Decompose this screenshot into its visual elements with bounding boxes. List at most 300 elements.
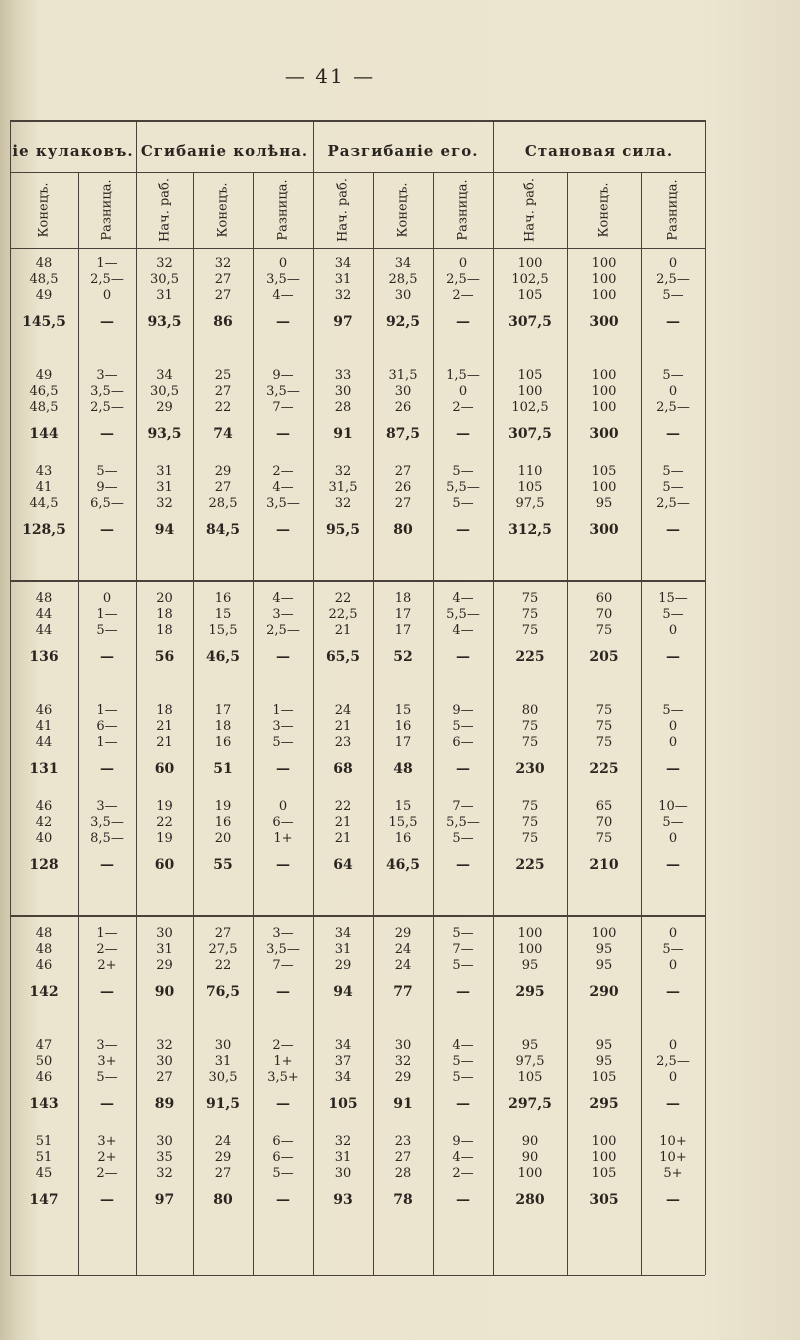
column-subheader-label: Нач. раб. [335, 178, 351, 242]
table-cell: 31 [156, 288, 173, 303]
table-cell: 5— [452, 464, 474, 479]
table-cell: 30,5 [150, 384, 179, 399]
column-subheader-label: Нач. раб. [157, 178, 172, 242]
table-cell: 75 [521, 831, 539, 846]
table-cell: 27 [214, 926, 232, 941]
sum-cell: — [456, 857, 470, 873]
column-subheader-label: Конецъ. [215, 182, 231, 238]
table-cell: 5— [452, 1054, 474, 1069]
sum-cell: 60 [154, 761, 175, 777]
table-cell: 16 [214, 735, 232, 750]
table-cell: 2+ [97, 1150, 117, 1165]
sum-cell: 97 [154, 1192, 175, 1208]
table-cell: 29 [156, 958, 173, 973]
sum-cell: — [100, 426, 114, 442]
table-cell: 17 [394, 735, 412, 750]
column-subheader-label: Разница. [99, 179, 115, 241]
column-subheader [10, 172, 78, 248]
table-cell: 102,5 [511, 272, 549, 287]
table-cell: 26 [394, 400, 412, 415]
table-cell: 19 [214, 799, 232, 814]
table-cell: 0 [668, 1038, 678, 1053]
table-cell: 28,5 [388, 272, 418, 287]
table-cell: 3— [272, 607, 294, 622]
table-cell: 27,5 [208, 942, 238, 957]
table-cell: 22,5 [328, 607, 358, 622]
table-cell: 100 [591, 1134, 617, 1149]
sum-cell: 300 [589, 426, 619, 442]
table-cell: 27 [394, 496, 412, 511]
table-cell: 46,5 [29, 384, 59, 399]
table-cell: 10+ [659, 1150, 687, 1165]
table-cell: 95 [521, 1038, 539, 1053]
table-cell: 5— [662, 703, 684, 718]
table-cell: 48 [35, 256, 53, 271]
table-cell: 90 [521, 1150, 539, 1165]
table-cell: 5— [272, 1166, 294, 1181]
table-cell: 29 [214, 464, 232, 479]
sum-cell: — [276, 1192, 290, 1208]
table-cell: 34 [156, 368, 173, 383]
column-subheader [313, 172, 373, 248]
table-cell: 28,5 [208, 496, 238, 511]
table-cell: 3— [272, 719, 294, 734]
column-subheader [493, 172, 567, 248]
table-cell: 95 [595, 1054, 613, 1069]
table-cell: 2,5— [656, 272, 690, 287]
table-cell: 43 [35, 464, 53, 479]
table-cell: 18 [156, 607, 173, 622]
table-cell: 19 [156, 799, 173, 814]
table-cell: 0 [668, 623, 678, 638]
table-cell: 9— [452, 703, 474, 718]
sum-cell: — [100, 1192, 114, 1208]
table-cell: 0 [102, 288, 112, 303]
table-cell: 24 [334, 703, 352, 718]
sum-cell: 105 [328, 1096, 358, 1112]
table-cell: 5— [272, 735, 294, 750]
sum-cell: 74 [213, 426, 233, 442]
table-cell: 32 [334, 496, 352, 511]
table-cell: 1— [96, 926, 118, 941]
table-cell: 3,5— [90, 384, 124, 399]
sum-cell: — [100, 522, 114, 538]
table-cell: 17 [394, 623, 412, 638]
table-cell: 105 [517, 1070, 543, 1085]
table-cell: 6— [272, 1150, 294, 1165]
table-cell: 22 [156, 815, 173, 830]
table-cell: 48,5 [29, 272, 59, 287]
table-cell: 34 [394, 256, 412, 271]
table-cell: 31 [334, 942, 352, 957]
sum-cell: — [276, 649, 290, 665]
sum-cell: 295 [515, 984, 545, 1000]
table-cell: 16 [214, 591, 232, 606]
sum-cell: 65,5 [325, 649, 361, 665]
rule-line [10, 915, 705, 917]
table-cell: 31 [156, 464, 173, 479]
table-cell: 15 [394, 799, 412, 814]
table-cell: 16 [394, 831, 412, 846]
table-cell: 4— [272, 591, 294, 606]
table-cell: 4— [452, 1150, 474, 1165]
table-cell: 41 [35, 480, 53, 495]
table-cell: 100 [517, 384, 543, 399]
table-cell: 5— [662, 607, 684, 622]
column-subheader-label: Разница. [455, 179, 471, 241]
table-cell: 48 [35, 926, 53, 941]
table-cell: 24 [214, 1134, 232, 1149]
sum-cell: — [100, 314, 114, 330]
table-cell: 2,5— [266, 623, 300, 638]
table-cell: 29 [334, 958, 352, 973]
table-cell: 47 [35, 1038, 53, 1053]
table-cell: 15— [658, 591, 688, 606]
table-cell: 3,5— [266, 942, 300, 957]
table-cell: 3,5— [266, 496, 300, 511]
sum-cell: — [666, 761, 680, 777]
table-cell: 15 [394, 703, 412, 718]
table-cell: 1— [96, 735, 118, 750]
sum-cell: 80 [393, 522, 413, 538]
sum-cell: 95,5 [325, 522, 361, 538]
table-cell: 2— [452, 400, 474, 415]
sum-cell: 94 [333, 984, 353, 1000]
sum-cell: 145,5 [22, 314, 66, 330]
table-cell: 20 [214, 831, 232, 846]
table-cell: 40 [35, 831, 53, 846]
table-cell: 2,5— [90, 272, 124, 287]
sum-cell: — [100, 761, 114, 777]
sum-cell: 131 [29, 761, 59, 777]
rule-line [10, 248, 705, 249]
table-cell: 22 [214, 958, 232, 973]
table-cell: 110 [517, 464, 543, 479]
table-cell: 21 [156, 735, 173, 750]
table-cell: 32 [334, 464, 352, 479]
table-cell: 5— [452, 831, 474, 846]
sum-cell: 312,5 [508, 522, 552, 538]
table-cell: 0 [668, 719, 678, 734]
table-cell: 46 [35, 1070, 53, 1085]
table-cell: 97,5 [515, 496, 545, 511]
table-cell: 75 [521, 623, 539, 638]
sum-cell: — [276, 522, 290, 538]
table-cell: 33 [334, 368, 352, 383]
table-cell: 25 [214, 368, 232, 383]
sum-cell: 92,5 [385, 314, 421, 330]
sum-cell: 60 [154, 857, 175, 873]
table-cell: 17 [214, 703, 232, 718]
table-cell: 51 [35, 1134, 53, 1149]
table-cell: 2,5— [656, 496, 690, 511]
sum-cell: 97 [333, 314, 353, 330]
table-cell: 51 [35, 1150, 53, 1165]
table-cell: 30 [214, 1038, 232, 1053]
table-cell: 30 [394, 384, 412, 399]
table-cell: 26 [394, 480, 412, 495]
sum-cell: 307,5 [508, 314, 552, 330]
table-cell: 95 [595, 496, 613, 511]
table-cell: 5,5— [446, 480, 480, 495]
table-cell: 3,5— [266, 384, 300, 399]
sum-cell: — [100, 857, 114, 873]
sum-cell: 305 [589, 1192, 619, 1208]
sum-cell: — [276, 984, 290, 1000]
sum-cell: 225 [515, 649, 545, 665]
table-cell: 27 [394, 464, 412, 479]
sum-cell: 205 [589, 649, 619, 665]
table-cell: 30,5 [150, 272, 179, 287]
table-cell: 45 [35, 1166, 53, 1181]
table-cell: 37 [334, 1054, 352, 1069]
table-cell: 31 [334, 272, 352, 287]
table-cell: 46 [35, 703, 53, 718]
table-cell: 0 [102, 591, 112, 606]
table-cell: 3,5— [266, 272, 300, 287]
table-cell: 0 [458, 256, 468, 271]
table-cell: 48 [35, 942, 53, 957]
table-cell: 31 [214, 1054, 232, 1069]
table-cell: 21 [334, 815, 352, 830]
sum-cell: 94 [154, 522, 175, 538]
table-cell: 22 [334, 799, 352, 814]
table-cell: 30 [334, 1166, 352, 1181]
table-cell: 34 [334, 256, 352, 271]
sum-cell: — [276, 1096, 290, 1112]
sum-cell: 142 [29, 984, 59, 1000]
table-cell: 9— [272, 368, 294, 383]
sum-cell: 295 [589, 1096, 619, 1112]
table-cell: 100 [591, 926, 617, 941]
sum-cell: 210 [589, 857, 619, 873]
column-subheader-label: Конецъ. [36, 182, 52, 238]
table-cell: 95 [595, 1038, 613, 1053]
table-cell: 100 [591, 272, 617, 287]
sum-cell: — [456, 426, 470, 442]
table-cell: 29 [156, 400, 173, 415]
table-cell: 70 [595, 607, 613, 622]
table-cell: 30,5 [208, 1070, 238, 1085]
table-cell: 29 [394, 926, 412, 941]
table-cell: 16 [394, 719, 412, 734]
sum-cell: 147 [29, 1192, 59, 1208]
table-cell: 105 [591, 1166, 617, 1181]
sum-cell: 56 [154, 649, 175, 665]
table-cell: 9— [96, 480, 118, 495]
table-cell: 75 [521, 815, 539, 830]
table-cell: 21 [334, 719, 352, 734]
sum-cell: — [276, 426, 290, 442]
table-cell: 105 [517, 368, 543, 383]
table-cell: 75 [521, 735, 539, 750]
table-cell: 1— [96, 703, 118, 718]
column-subheader-label: Конецъ. [395, 182, 411, 238]
sum-cell: 68 [333, 761, 353, 777]
table-cell: 27 [214, 1166, 232, 1181]
sum-cell: 290 [589, 984, 619, 1000]
table-cell: 44,5 [29, 496, 59, 511]
table-cell: 100 [591, 1150, 617, 1165]
sum-cell: — [276, 761, 290, 777]
column-group-header: Разгибаніе его. [327, 142, 479, 160]
rule-line [10, 120, 705, 122]
table-cell: 1— [96, 256, 118, 271]
table-cell: 100 [517, 256, 543, 271]
table-cell: 2— [96, 942, 118, 957]
sum-cell: — [666, 426, 680, 442]
table-cell: 27 [214, 480, 232, 495]
sum-cell: — [666, 984, 680, 1000]
table-cell: 100 [517, 926, 543, 941]
sum-cell: 93 [333, 1192, 353, 1208]
table-cell: 29 [394, 1070, 412, 1085]
column-subheader [136, 172, 193, 248]
sum-cell: 52 [393, 649, 413, 665]
column-subheader-label: Разница. [665, 179, 681, 241]
table-cell: 5— [452, 1070, 474, 1085]
table-cell: 0 [278, 256, 288, 271]
table-cell: 32 [156, 1038, 173, 1053]
table-cell: 102,5 [511, 400, 549, 415]
table-cell: 4— [452, 1038, 474, 1053]
table-cell: 3— [96, 368, 118, 383]
column-group-header: іе кулаковъ. [12, 142, 134, 160]
sum-cell: — [276, 857, 290, 873]
table-cell: 18 [156, 703, 173, 718]
sum-cell: — [456, 984, 470, 1000]
table-cell: 30 [394, 288, 412, 303]
table-cell: 22 [214, 400, 232, 415]
table-cell: 21 [334, 831, 352, 846]
column-subheader-label: Нач. раб. [522, 178, 538, 242]
table-cell: 1— [272, 703, 294, 718]
table-cell: 31 [156, 942, 173, 957]
table-cell: 3+ [97, 1054, 117, 1069]
sum-cell: 230 [515, 761, 545, 777]
table-cell: 75 [595, 703, 613, 718]
sum-cell: — [666, 1096, 680, 1112]
table-cell: 95 [521, 958, 539, 973]
table-cell: 18 [394, 591, 412, 606]
sum-cell: — [666, 857, 680, 873]
sum-cell: — [456, 649, 470, 665]
table-cell: 100 [591, 288, 617, 303]
table-cell: 18 [214, 719, 232, 734]
rule-line [10, 580, 705, 582]
sum-cell: 78 [393, 1192, 413, 1208]
table-cell: 32 [156, 256, 173, 271]
table-cell: 1— [96, 607, 118, 622]
table-cell: 5— [96, 464, 118, 479]
table-cell: 10+ [659, 1134, 687, 1149]
table-cell: 75 [595, 735, 613, 750]
table-cell: 5— [662, 815, 684, 830]
sum-cell: — [100, 649, 114, 665]
table-cell: 32 [334, 1134, 352, 1149]
table-cell: 5— [452, 926, 474, 941]
table-cell: 100 [591, 400, 617, 415]
column-subheader [433, 172, 493, 248]
sum-cell: 86 [213, 314, 233, 330]
table-cell: 1,5— [446, 368, 480, 383]
table-cell: 27 [214, 384, 232, 399]
table-cell: 31 [156, 480, 173, 495]
table-cell: 100 [517, 1166, 543, 1181]
table-cell: 5— [662, 942, 684, 957]
sum-cell: 143 [29, 1096, 59, 1112]
table-cell: 46 [35, 958, 53, 973]
table-cell: 16 [214, 815, 232, 830]
table-cell: 5— [96, 623, 118, 638]
column-divider [705, 120, 706, 1275]
table-cell: 3— [272, 926, 294, 941]
table-cell: 7— [272, 400, 294, 415]
table-cell: 3,5+ [267, 1070, 299, 1085]
sum-cell: 76,5 [205, 984, 241, 1000]
table-cell: 1+ [273, 831, 293, 846]
table-cell: 49 [35, 368, 53, 383]
table-cell: 75 [521, 607, 539, 622]
sum-cell: 91 [393, 1096, 413, 1112]
table-cell: 9— [452, 1134, 474, 1149]
table-cell: 48,5 [29, 400, 59, 415]
table-cell: 75 [595, 719, 613, 734]
sum-cell: 48 [393, 761, 413, 777]
table-cell: 0 [668, 958, 678, 973]
table-cell: 27 [156, 1070, 173, 1085]
table-cell: 75 [521, 719, 539, 734]
table-cell: 41 [35, 719, 53, 734]
table-cell: 8,5— [90, 831, 124, 846]
table-cell: 5— [662, 480, 684, 495]
table-cell: 15,5 [388, 815, 418, 830]
table-cell: 100 [591, 368, 617, 383]
table-cell: 34 [334, 926, 352, 941]
sum-cell: — [456, 1096, 470, 1112]
table-cell: 23 [334, 735, 352, 750]
table-cell: 6— [272, 1134, 294, 1149]
table-cell: 30 [156, 1134, 173, 1149]
table-cell: 5— [96, 1070, 118, 1085]
table-cell: 100 [591, 256, 617, 271]
table-cell: 32 [156, 496, 173, 511]
table-cell: 5,5— [446, 607, 480, 622]
table-cell: 46 [35, 799, 53, 814]
rule-line [10, 1275, 705, 1276]
table-cell: 34 [334, 1038, 352, 1053]
sum-cell: 90 [154, 984, 175, 1000]
table-cell: 2,5— [446, 272, 480, 287]
table-cell: 34 [334, 1070, 352, 1085]
page-number: — 41 — [284, 64, 376, 88]
table-cell: 95 [595, 958, 613, 973]
sum-cell: — [666, 314, 680, 330]
table-cell: 2— [452, 288, 474, 303]
sum-cell: 128,5 [22, 522, 66, 538]
table-cell: 75 [595, 623, 613, 638]
sum-cell: 91,5 [205, 1096, 241, 1112]
table-cell: 15 [214, 607, 232, 622]
table-cell: 48 [35, 591, 53, 606]
table-cell: 35 [156, 1150, 173, 1165]
column-subheader [641, 172, 705, 248]
table-cell: 20 [156, 591, 173, 606]
table-cell: 6— [96, 719, 118, 734]
table-cell: 50 [35, 1054, 53, 1069]
sum-cell: 46,5 [205, 649, 241, 665]
table-cell: 30 [156, 1054, 173, 1069]
